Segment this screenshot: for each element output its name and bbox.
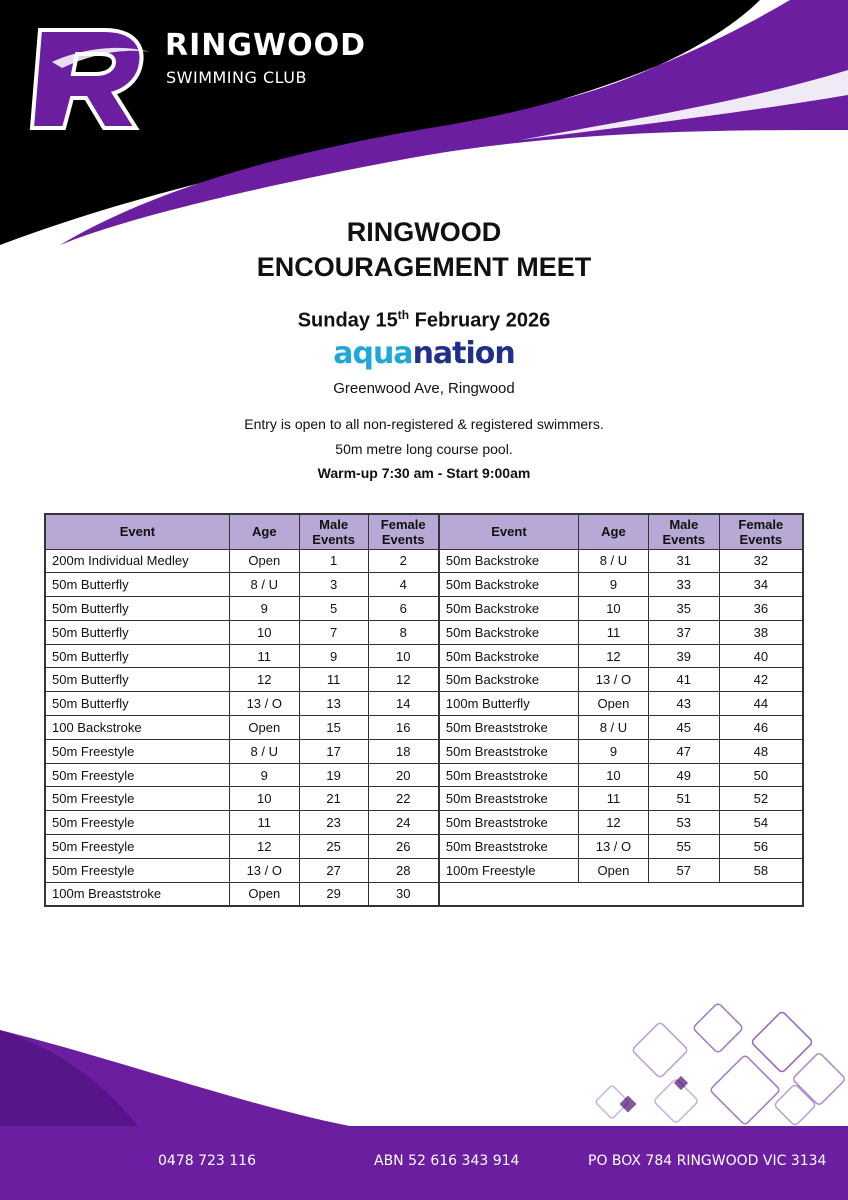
header-female-events: Female Events [368, 514, 439, 549]
cell-female-event-number: 38 [719, 620, 803, 644]
cell-male-event-number: 33 [648, 573, 719, 597]
meet-title-line2: ENCOURAGEMENT MEET [256, 252, 592, 282]
cell-male-event-number: 55 [648, 835, 719, 859]
cell-male-event-number: 7 [299, 620, 368, 644]
cell-female-event-number: 42 [719, 668, 803, 692]
cell-age-group: 12 [579, 811, 649, 835]
events-table [44, 513, 804, 907]
cell-female-event-number: 24 [368, 811, 439, 835]
cell-female-event-number: 40 [719, 644, 803, 668]
cell-age-group: 8 / U [229, 739, 299, 763]
cell-event-name: 100m Butterfly [439, 692, 579, 716]
cell-male-event-number: 25 [299, 835, 368, 859]
header-male-events-2: Male Events [648, 514, 719, 549]
table-row [45, 620, 803, 644]
header-male-events: Male Events [299, 514, 368, 549]
cell-female-event-number: 34 [719, 573, 803, 597]
club-name: RINGWOOD [165, 28, 366, 63]
cell-age-group: 8 / U [579, 716, 649, 740]
cell-event-name: 50m Backstroke [439, 597, 579, 621]
cell-female-event-number: 18 [368, 739, 439, 763]
cell-female-event-number: 4 [368, 573, 439, 597]
cell-event-name: 50m Backstroke [439, 573, 579, 597]
cell-female-event-number: 6 [368, 597, 439, 621]
cell-age-group: 9 [229, 763, 299, 787]
cell-male-event-number: 51 [648, 787, 719, 811]
cell-female-event-number: 46 [719, 716, 803, 740]
cell-age-group: 8 / U [229, 573, 299, 597]
cell-event-name: 50m Freestyle [45, 739, 229, 763]
club-logo-icon [22, 18, 152, 136]
cell-male-event-number: 39 [648, 644, 719, 668]
cell-age-group: 8 / U [579, 549, 649, 573]
table-row [45, 763, 803, 787]
cell-event-name: 50m Freestyle [45, 787, 229, 811]
cell-female-event-number: 54 [719, 811, 803, 835]
cell-female-event-number: 36 [719, 597, 803, 621]
cell-event-name: 100m Breaststroke [45, 882, 229, 906]
cell-female-event-number: 8 [368, 620, 439, 644]
cell-male-event-number: 43 [648, 692, 719, 716]
cell-male-event-number: 49 [648, 763, 719, 787]
cell-male-event-number: 37 [648, 620, 719, 644]
cell-male-event-number: 11 [299, 668, 368, 692]
cell-female-event-number: 28 [368, 858, 439, 882]
table-row [45, 716, 803, 740]
cell-event-name: 50m Breaststroke [439, 763, 579, 787]
cell-event-name: 50m Butterfly [45, 597, 229, 621]
meet-date [0, 308, 848, 333]
cell-age-group: 13 / O [229, 692, 299, 716]
cell-age-group: 12 [579, 644, 649, 668]
cell-event-name: 50m Butterfly [45, 692, 229, 716]
cell-male-event-number: 57 [648, 858, 719, 882]
cell-female-event-number: 30 [368, 882, 439, 906]
cell-event-name: 50m Breaststroke [439, 835, 579, 859]
cell-event-name: 50m Backstroke [439, 549, 579, 573]
cell-female-event-number: 50 [719, 763, 803, 787]
cell-age-group: 10 [579, 763, 649, 787]
cell-age-group: 12 [229, 668, 299, 692]
table-row [45, 835, 803, 859]
cell-male-event-number: 27 [299, 858, 368, 882]
cell-age-group: 12 [229, 835, 299, 859]
cell-female-event-number: 10 [368, 644, 439, 668]
cell-event-name: 50m Butterfly [45, 573, 229, 597]
cell-age-group: Open [229, 716, 299, 740]
cell-female-event-number: 58 [719, 858, 803, 882]
cell-age-group: 13 / O [229, 858, 299, 882]
cell-age-group: 11 [579, 787, 649, 811]
cell-age-group: 9 [579, 739, 649, 763]
cell-event-name: 50m Breaststroke [439, 716, 579, 740]
cell-male-event-number: 47 [648, 739, 719, 763]
cell-age-group: 11 [229, 644, 299, 668]
venue-logo-part2: nation [412, 336, 515, 371]
cell-age-group: 11 [579, 620, 649, 644]
table-row [45, 692, 803, 716]
venue-logo-part1: aqua [333, 336, 413, 371]
cell-male-event-number: 45 [648, 716, 719, 740]
cell-female-event-number: 20 [368, 763, 439, 787]
cell-male-event-number: 1 [299, 549, 368, 573]
table-row [45, 882, 803, 906]
meet-title-line1: RINGWOOD [346, 217, 502, 247]
cell-male-event-number: 13 [299, 692, 368, 716]
cell-female-event-number: 44 [719, 692, 803, 716]
venue-address: Greenwood Ave, Ringwood [333, 380, 515, 397]
cell-age-group: 9 [229, 597, 299, 621]
date-suffix: th [397, 308, 410, 322]
table-row [45, 811, 803, 835]
cell-male-event-number: 9 [299, 644, 368, 668]
cell-event-name: 100m Freestyle [439, 858, 579, 882]
cell-male-event-number: 21 [299, 787, 368, 811]
cell-event-name: 50m Freestyle [45, 811, 229, 835]
cell-event-name: 50m Breaststroke [439, 811, 579, 835]
cell-age-group: 10 [229, 620, 299, 644]
cell-female-event-number: 16 [368, 716, 439, 740]
table-row [45, 573, 803, 597]
cell-event-name: 50m Breaststroke [439, 787, 579, 811]
header-event-2: Event [439, 514, 579, 549]
table-row [45, 787, 803, 811]
cell-event-name: 50m Butterfly [45, 668, 229, 692]
cell-age-group: 9 [579, 573, 649, 597]
date-rest: February 2026 [409, 309, 551, 332]
cell-age-group: 13 / O [579, 835, 649, 859]
cell-female-event-number: 48 [719, 739, 803, 763]
header-female-events-2: Female Events [719, 514, 803, 549]
cell-event-name: 50m Butterfly [45, 644, 229, 668]
date-prefix: Sunday 15 [297, 309, 398, 332]
cell-event-name: 50m Breaststroke [439, 739, 579, 763]
cell-event-name: 100 Backstroke [45, 716, 229, 740]
cell-age-group: 11 [229, 811, 299, 835]
cell-male-event-number: 53 [648, 811, 719, 835]
cell-event-name: 50m Butterfly [45, 620, 229, 644]
cell-male-event-number: 35 [648, 597, 719, 621]
cell-male-event-number: 41 [648, 668, 719, 692]
cell-female-event-number: 22 [368, 787, 439, 811]
cell-event-name: 50m Backstroke [439, 644, 579, 668]
cell-male-event-number: 19 [299, 763, 368, 787]
cell-event-name: 50m Backstroke [439, 620, 579, 644]
table-row [45, 858, 803, 882]
header-age: Age [229, 514, 299, 549]
cell-male-event-number: 17 [299, 739, 368, 763]
cell-male-event-number: 23 [299, 811, 368, 835]
table-header-row [45, 514, 803, 549]
cell-age-group: Open [229, 549, 299, 573]
header-event: Event [45, 514, 229, 549]
cell-event-name: 50m Freestyle [45, 763, 229, 787]
cell-male-event-number: 3 [299, 573, 368, 597]
table-row [45, 597, 803, 621]
cell-age-group: 10 [229, 787, 299, 811]
warmup-time: Warm-up 7:30 am - Start 9:00am [317, 465, 531, 481]
cell-male-event-number: 31 [648, 549, 719, 573]
cell-empty [439, 882, 803, 906]
cell-event-name: 50m Backstroke [439, 668, 579, 692]
table-row [45, 668, 803, 692]
cell-male-event-number: 5 [299, 597, 368, 621]
cell-age-group: Open [229, 882, 299, 906]
pool-note: 50m metre long course pool. [335, 441, 513, 457]
cell-male-event-number: 29 [299, 882, 368, 906]
venue-logo [0, 336, 848, 371]
cell-age-group: Open [579, 858, 649, 882]
footer-abn: ABN 52 616 343 914 [374, 1153, 520, 1169]
cell-age-group: Open [579, 692, 649, 716]
entry-note: Entry is open to all non-registered & registered swimmers. [244, 416, 604, 432]
cell-female-event-number: 52 [719, 787, 803, 811]
club-subtitle: SWIMMING CLUB [166, 68, 307, 87]
cell-event-name: 50m Freestyle [45, 835, 229, 859]
footer-phone: 0478 723 116 [158, 1153, 256, 1169]
cell-female-event-number: 26 [368, 835, 439, 859]
cell-age-group: 13 / O [579, 668, 649, 692]
cell-female-event-number: 14 [368, 692, 439, 716]
cell-female-event-number: 56 [719, 835, 803, 859]
cell-event-name: 200m Individual Medley [45, 549, 229, 573]
cell-event-name: 50m Freestyle [45, 858, 229, 882]
table-row [45, 549, 803, 573]
table-row [45, 739, 803, 763]
footer-po-box: PO BOX 784 RINGWOOD VIC 3134 [588, 1153, 827, 1169]
cell-female-event-number: 12 [368, 668, 439, 692]
cell-female-event-number: 32 [719, 549, 803, 573]
cell-female-event-number: 2 [368, 549, 439, 573]
header-age-2: Age [579, 514, 649, 549]
cell-age-group: 10 [579, 597, 649, 621]
table-row [45, 644, 803, 668]
cell-male-event-number: 15 [299, 716, 368, 740]
